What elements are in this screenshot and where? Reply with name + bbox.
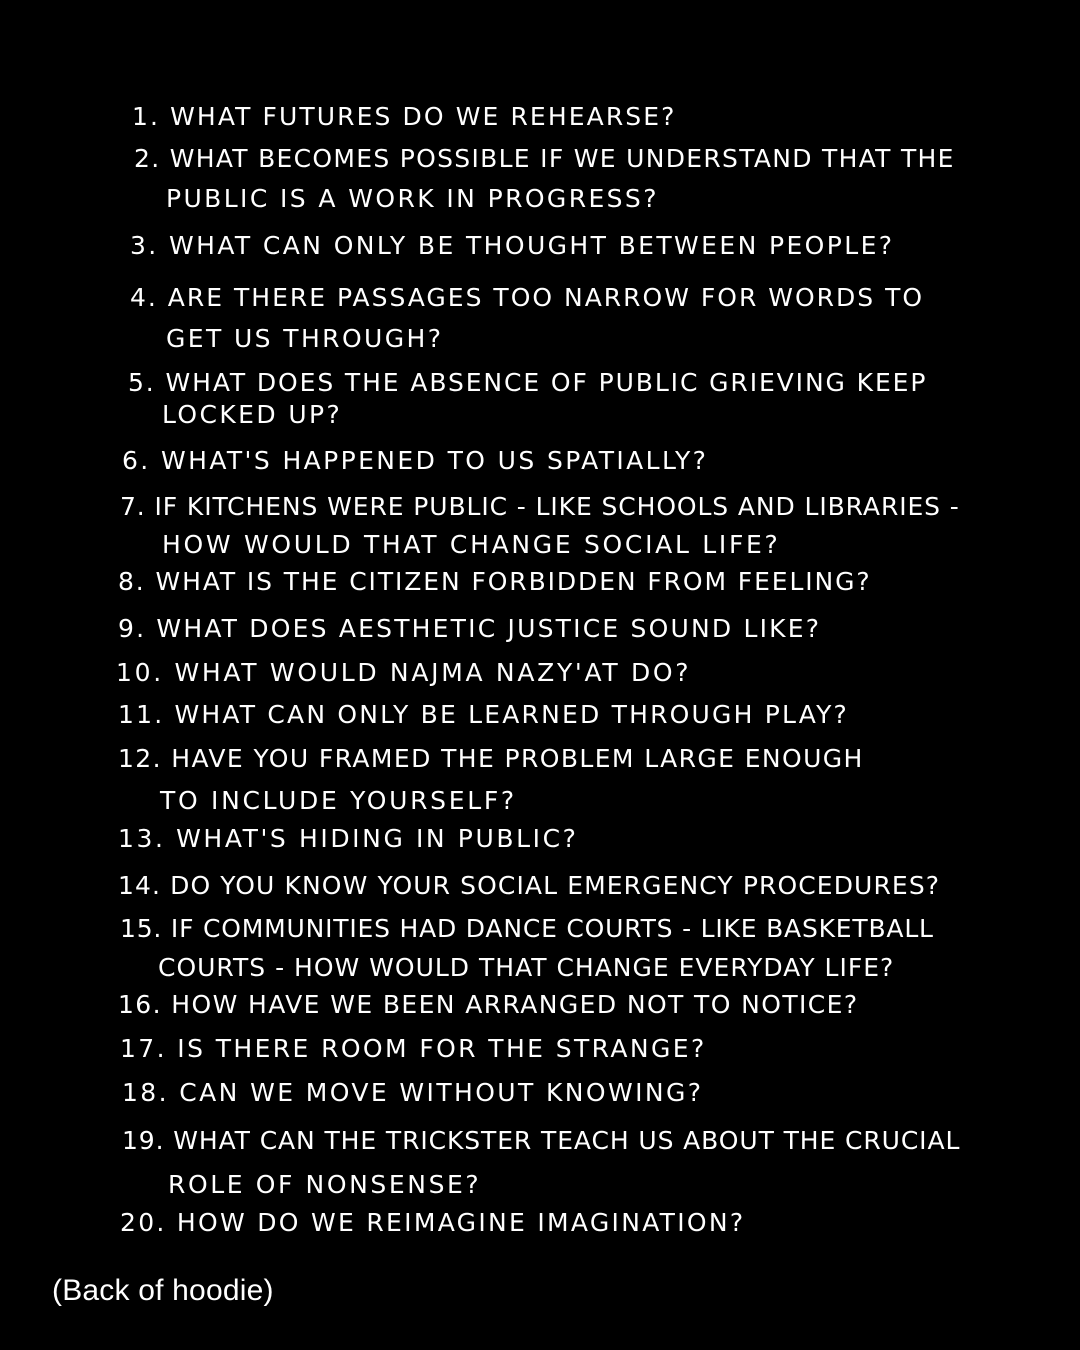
question-line: 18. CAN WE MOVE WITHOUT KNOWING? [122,1078,704,1107]
question-line: 7. IF KITCHENS WERE PUBLIC - LIKE SCHOOLS AND LIBRARIES - [120,492,960,521]
question-line: 16. HOW HAVE WE BEEN ARRANGED NOT TO NOTICE? [118,990,859,1019]
question-line: 14. DO YOU KNOW YOUR SOCIAL EMERGENCY PROCEDURES? [118,871,941,900]
question-line: 13. WHAT'S HIDING IN PUBLIC? [118,824,579,853]
question-line: HOW WOULD THAT CHANGE SOCIAL LIFE? [162,530,781,559]
question-line: 8. WHAT IS THE CITIZEN FORBIDDEN FROM FEELING? [118,567,872,596]
question-line: 17. IS THERE ROOM FOR THE STRANGE? [120,1034,707,1063]
question-line: 3. WHAT CAN ONLY BE THOUGHT BETWEEN PEOPLE? [130,231,895,260]
question-line: 12. HAVE YOU FRAMED THE PROBLEM LARGE ENOUGH [118,744,864,773]
question-line: 5. WHAT DOES THE ABSENCE OF PUBLIC GRIEVING KEEP [128,368,928,397]
question-line: 10. WHAT WOULD NAJMA NAZY'AT DO? [116,658,692,687]
question-line: TO INCLUDE YOURSELF? [160,786,517,815]
question-line: LOCKED UP? [162,400,343,429]
question-line: COURTS - HOW WOULD THAT CHANGE EVERYDAY LIFE? [158,953,895,982]
question-line: 6. WHAT'S HAPPENED TO US SPATIALLY? [122,446,709,475]
question-line: 19. WHAT CAN THE TRICKSTER TEACH US ABOUT THE CRUCIAL [122,1126,961,1155]
question-line: ROLE OF NONSENSE? [168,1170,482,1199]
question-line: PUBLIC IS A WORK IN PROGRESS? [166,184,659,213]
question-line: 4. ARE THERE PASSAGES TOO NARROW FOR WORDS TO [130,283,925,312]
question-line: GET US THROUGH? [166,324,444,353]
question-line: 20. HOW DO WE REIMAGINE IMAGINATION? [120,1208,746,1237]
question-line: 9. WHAT DOES AESTHETIC JUSTICE SOUND LIKE? [118,614,822,643]
question-line: 1. WHAT FUTURES DO WE REHEARSE? [132,102,677,131]
question-line: 11. WHAT CAN ONLY BE LEARNED THROUGH PLAY? [118,700,850,729]
question-line: 15. IF COMMUNITIES HAD DANCE COURTS - LIKE BASKETBALL [120,914,934,943]
question-line: 2. WHAT BECOMES POSSIBLE IF WE UNDERSTAND THAT THE [134,144,955,173]
caption: (Back of hoodie) [52,1274,274,1307]
